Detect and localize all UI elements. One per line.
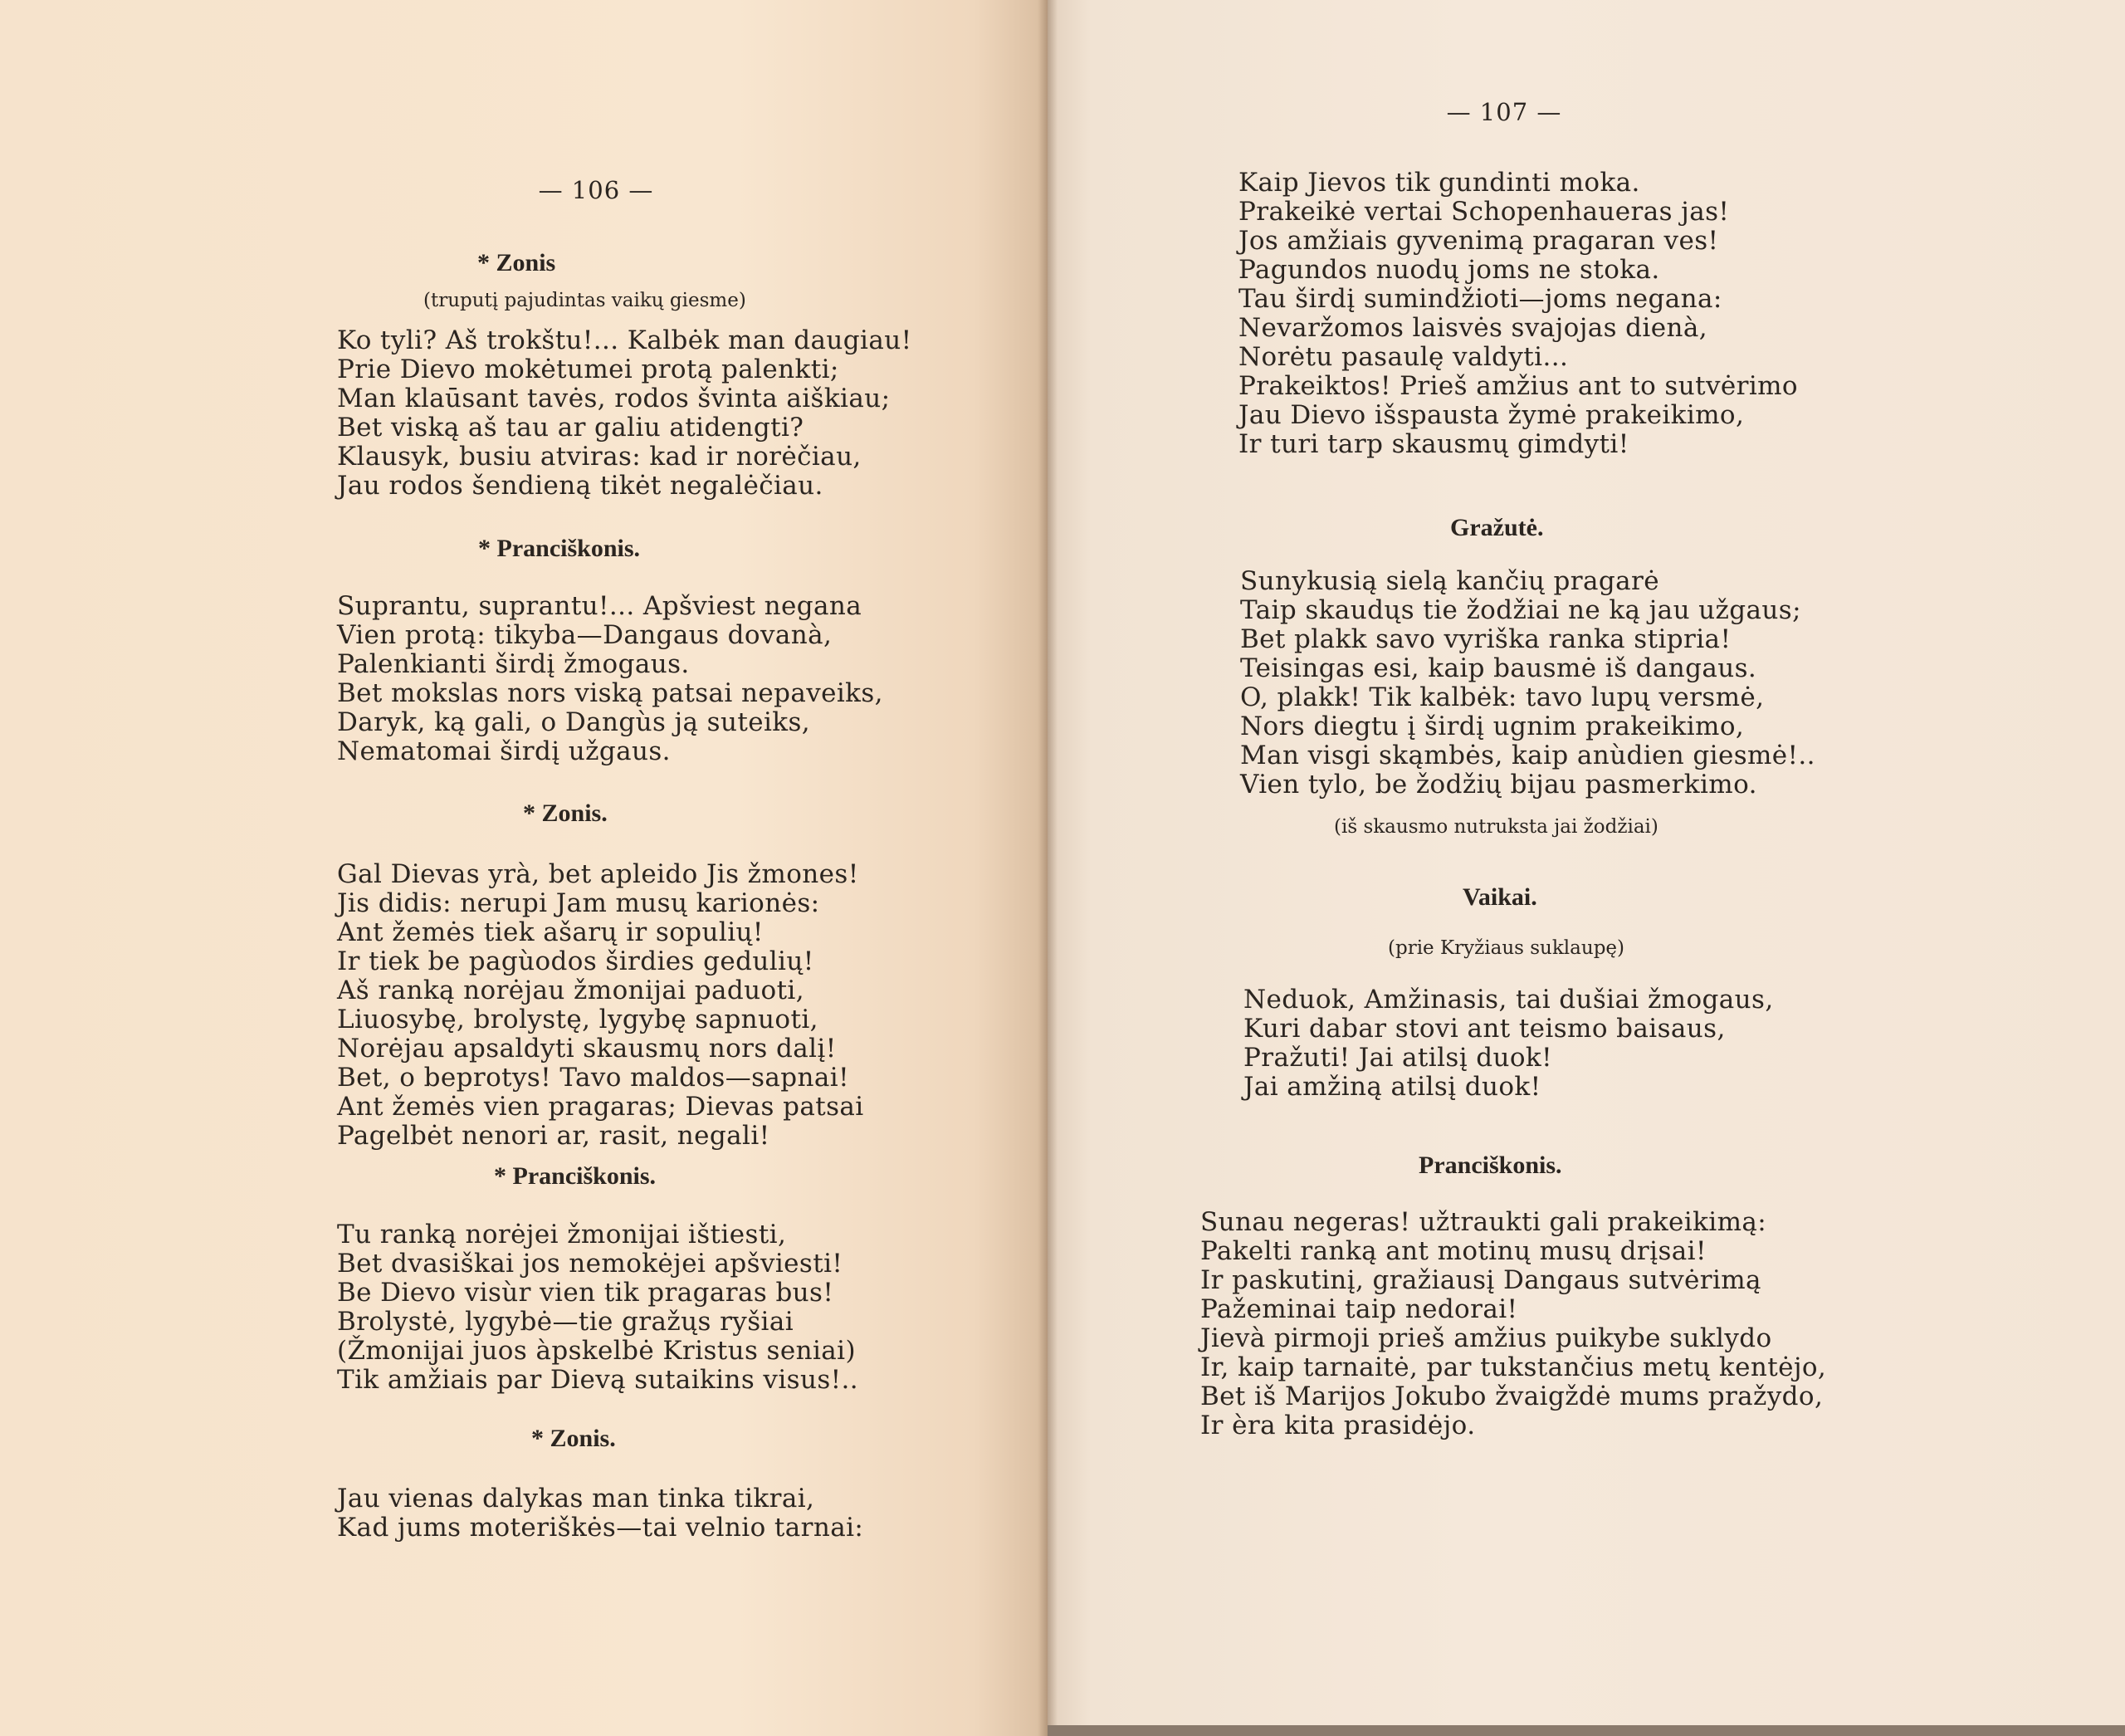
verse-line: Tu ranką norėjei žmonijai ištiesti, [337,1220,787,1249]
verse-line: Tik amžiais par Dievą sutaikins visus!.. [337,1365,859,1395]
verse-line: Pakelti ranką ant motinų musų drįsai! [1200,1236,1707,1266]
verse-line: Jis didis: nerupi Jam musų karionės: [337,888,820,918]
speaker-block [531,1425,616,1453]
verse-stanza [1240,567,1815,800]
verse-line: Man visgi skąmbės, kaip anùdien giesmė!.. [1240,741,1815,770]
verse-stanza [337,1484,863,1543]
verse-line: Pagelbėt nenori ar, rasit, negali! [337,1121,770,1151]
verse-line: (Žmonijai juos àpskelbė Kristus seniai) [337,1336,856,1366]
verse-line: Nevaržomos laisvės svajojas dienà, [1238,313,1707,343]
speaker-heading: Vaikai. [1463,883,1537,911]
speaker-block [1419,1152,1562,1180]
verse-stanza [337,1220,858,1395]
verse-stanza [337,860,864,1151]
verse-line: Bet mokslas nors viską patsai nepaveiks, [337,678,883,708]
page-number: — 106 — [538,176,654,204]
stage-direction: (prie Kryžiaus suklaupę) [1388,937,1624,959]
verse-line: Bet iš Marijos Jokubo žvaigždė mums pražydo, [1200,1381,1824,1411]
verse-line: Ant žemės vien pragaras; Dievas patsai [337,1092,864,1122]
verse-stanza [337,592,883,766]
speaker-heading: * Zonis. [523,800,608,827]
speaker-block [1450,514,1543,542]
verse-line: Neduok, Amžinasis, tai dušiai žmogaus, [1243,985,1774,1015]
verse-line: Ko tyli? Aš trokštu!... Kalbėk man daugiau! [337,325,912,355]
verse-line: Nors diegtu į širdį ugnim prakeikimo, [1240,712,1745,741]
verse-line: Gal Dievas yrà, bet apleido Jis žmones! [337,859,859,889]
verse-line: Bet plakk savo vyriška ranka stipria! [1240,624,1732,654]
left-page [0,0,1048,1736]
verse-line: Norėjau apsaldyti skausmų nors dalį! [337,1034,837,1064]
verse-line: Vien tylo, be žodžių bijau pasmerkimo. [1240,770,1757,800]
verse-line: Prakeikė vertai Schopenhaueras jas! [1238,197,1730,227]
page-number: — 107 — [1446,98,1562,126]
verse-line: Prie Dievo mokėtumei protą palenkti; [337,355,839,384]
verse-line: Brolystė, lygybė—tie gražųs ryšiai [337,1307,794,1337]
speaker-block [1463,883,1537,912]
verse-line: Man klaūsant tavės, rodos švinta aiškiau; [337,384,891,413]
verse-line: Kaip Jievos tik gundinti moka. [1238,168,1640,198]
right-page [1048,0,2125,1736]
verse-line: Pagundos nuodų joms ne stoka. [1238,255,1660,285]
right-page-number-block [1429,98,1579,126]
verse-line: Ir tiek be pagùodos širdies gedulių! [337,946,814,976]
verse-line: Jievà pirmoji prieš amžius puikybe suklydo [1200,1323,1772,1353]
stage-note-block [1334,816,1658,838]
verse-stanza [1238,169,1798,459]
verse-line: Liuosybę, brolystę, lygybę sapnuoti, [337,1005,818,1034]
verse-line: Aš ranką norėjau žmonijai paduoti, [337,976,805,1005]
speaker-block [494,1162,656,1191]
verse-line: Nematomai širdį užgaus. [337,736,671,766]
speaker-block [523,800,608,828]
stage-direction: (truputį pajudintas vaikų giesme) [423,290,746,311]
verse-line: Ir turi tarp skausmų gimdyti! [1238,429,1629,459]
verse-line: Pažeminai taip nedorai! [1200,1294,1518,1324]
verse-line: Teisingas esi, kaip bausmė iš dangaus. [1240,653,1757,683]
verse-line: Jau rodos šendieną tikėt negalėčiau. [337,471,823,501]
verse-line: Sunykusią sielą kančių pragarė [1240,566,1659,596]
verse-line: Klausyk, busiu atviras: kad ir norėčiau, [337,442,862,472]
verse-line: Be Dievo visùr vien tik pragaras bus! [337,1278,834,1308]
verse-line: Ir, kaip tarnaitė, par tukstančius metų kentėjo, [1200,1352,1827,1382]
stage-note-block [423,290,746,311]
verse-line: Ant žemės tiek ašarų ir sopulių! [337,917,764,947]
verse-stanza [1200,1208,1826,1440]
speaker-heading: * Pranciškonis. [494,1162,657,1190]
book-gutter [1038,0,1058,1736]
speaker-heading: * Pranciškonis. [478,535,641,562]
verse-stanza [337,326,911,501]
verse-line: Norėtu pasaulę valdyti... [1238,342,1569,372]
left-page-number-block [530,176,662,204]
speaker-heading: * Zonis [477,249,556,276]
verse-line: Bet dvasiškai jos nemokėjei apšviesti! [337,1249,843,1279]
verse-line: Taip skaudųs tie žodžiai ne ką jau užgaus; [1240,595,1801,625]
speaker-heading: Pranciškonis. [1419,1152,1562,1179]
verse-line: Jai amžiną atilsį duok! [1243,1072,1541,1102]
verse-line: O, plakk! Tik kalbėk: tavo lupų versmė, [1240,682,1765,712]
verse-line: Jau vienas dalykas man tinka tikrai, [337,1484,815,1513]
verse-line: Daryk, ką gali, o Dangùs ją suteiks, [337,707,811,737]
verse-line: Pražuti! Jai atilsį duok! [1243,1043,1552,1073]
verse-line: Vien protą: tikyba—Dangaus dovanà, [337,620,833,650]
speaker-block [478,535,640,563]
stage-note-block [1388,937,1624,959]
verse-line: Jos amžiais gyvenimą pragaran ves! [1238,226,1719,256]
verse-line: Bet viską aš tau ar galiu atidengti? [337,413,804,443]
verse-line: Jau Dievo išspausta žymė prakeikimo, [1238,400,1745,430]
speaker-heading: * Zonis. [531,1425,616,1452]
verse-line: Kuri dabar stovi ant teismo baisaus, [1243,1014,1726,1044]
verse-line: Bet, o beprotys! Tavo maldos—sapnai! [337,1063,849,1093]
verse-stanza [1243,985,1774,1102]
verse-line: Kad jums moteriškės—tai velnio tarnai: [337,1513,864,1543]
page-edge [1048,1725,2125,1736]
verse-line: Prakeiktos! Prieš amžius ant to sutvėrimo [1238,371,1798,401]
verse-line: Sunau negeras! užtraukti gali prakeikimą: [1200,1207,1767,1237]
speaker-heading: Gražutė. [1450,514,1544,541]
verse-line: Ir paskutinį, gražiausį Dangaus sutvėrimą [1200,1265,1761,1295]
verse-line: Suprantu, suprantu!... Apšviest negana [337,591,862,621]
verse-line: Tau širdį sumindžioti—joms negana: [1238,284,1722,314]
speaker-block [477,249,555,277]
verse-line: Palenkianti širdį žmogaus. [337,649,690,679]
stage-direction: (iš skausmo nutruksta jai žodžiai) [1334,816,1658,838]
verse-line: Ir èra kita prasidėjo. [1200,1411,1476,1440]
